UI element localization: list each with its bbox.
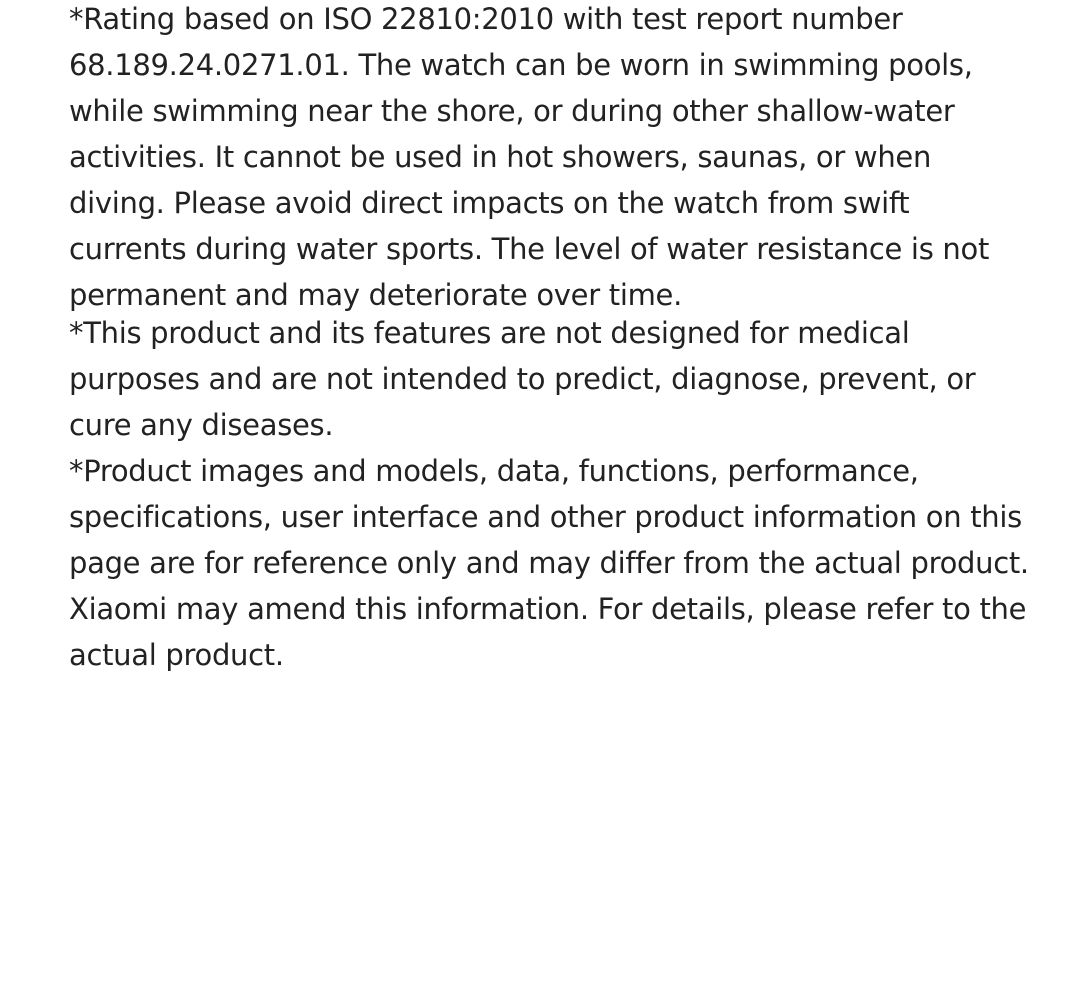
medical-disclaimer-note: *This product and its features are not designed for medical purposes and are not intended to predict, diagnose, prevent, or cure any diseases. bbox=[69, 316, 976, 442]
disclaimer-notes bbox=[69, 0, 1029, 678]
water-resistance-note: *Rating based on ISO 22810:2010 with test report number 68.189.24.0271.01. The watch can be worn in swimming pools, while swimming near the shore, or during other shallow-water activities. It cannot be used in hot showers, saunas, or when diving. Please avoid direct impacts on the watch from swift currents during water sports. The level of water resistance is not permanent and may deteriorate over time. bbox=[69, 2, 990, 312]
reference-disclaimer-note: *Product images and models, data, functions, performance, specifications, user interface and other product information on this page are for reference only and may differ from the actual product. Xiaomi may amend this information. For details, please refer to the actual product. bbox=[69, 454, 1029, 672]
